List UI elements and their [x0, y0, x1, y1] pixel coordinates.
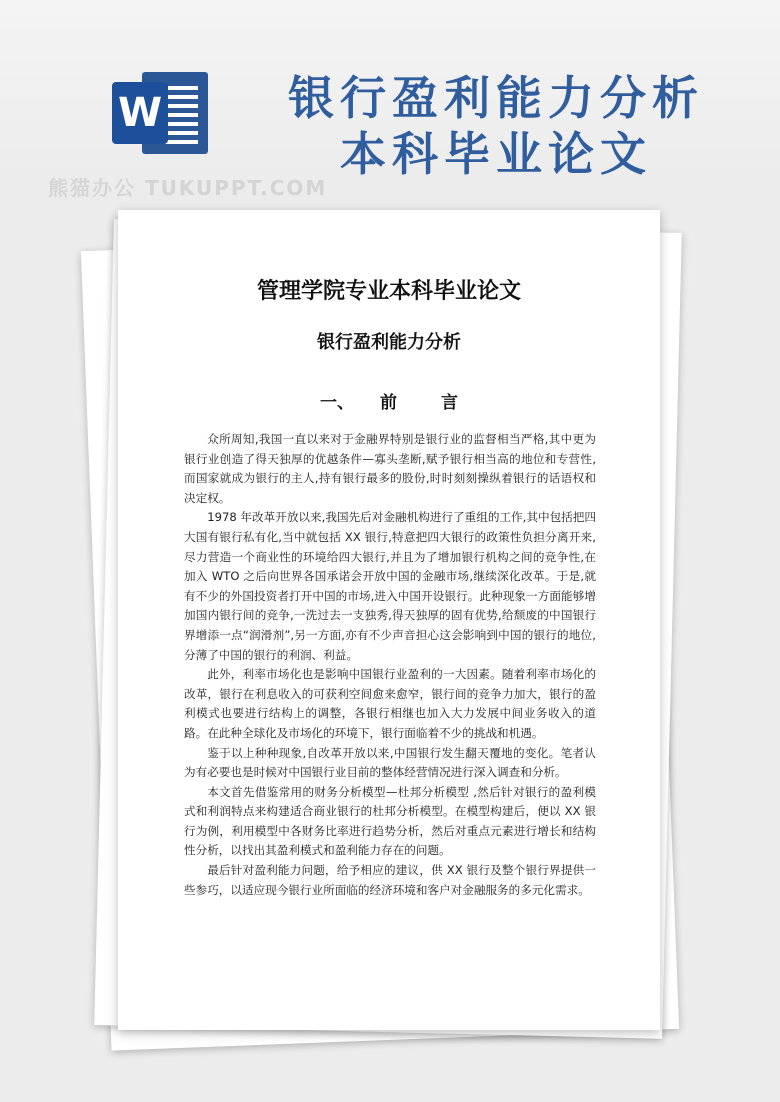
watermark: 熊猫办公 TUKUPPT.COM: [48, 176, 328, 200]
section-word-2: 言: [441, 393, 458, 413]
banner-title-line2: 本科毕业论文: [340, 127, 652, 181]
section-heading: [118, 388, 660, 413]
paragraph: 此外，利率市场化也是影响中国银行业盈利的一大因素。随着利率市场化的改革，银行在利息收入的可获利空间愈来愈窄，银行间的竞争力加大，银行的盈利模式也要进行结构上的调整，各银行相继也加入大力发展中间业务收入的道路。在此种全球化及市场化的环境下，银行面临着不少的挑战和机遇。: [184, 667, 596, 740]
banner-title-line1: 银行盈利能力分析: [288, 71, 704, 125]
banner: [0, 0, 780, 200]
paragraph: 鉴于以上种种现象,自改革开放以来,中国银行发生翻天覆地的变化。笔者认为有必要也是时候对中国银行业目前的整体经营情况进行深入调查和分析。: [184, 745, 596, 780]
document-title: 管理学院专业本科毕业论文: [256, 279, 521, 304]
word-letter: W: [112, 82, 168, 144]
word-doc-lines: [164, 86, 198, 149]
word-icon: [112, 68, 210, 158]
section-number: 一、: [320, 393, 354, 413]
document-body: [184, 430, 596, 900]
paragraph: 1978 年改革开放以来,我国先后对金融机构进行了重组的工作,其中包括把四大国有银行私有化,当中就包括 XX 银行,特意把四大银行的政策性负担分离开来,尽力营造一个商业性的环境给四大银行,并且为了增加银行机构之间的竞争性,在加入 WTO 之后向世界各国承诺会开放中国的金融市场,继续深化改革。于是,就有不少的外国投资者打开中国的市场,进入中国开设银行。此种现象一方面能够增加国内银行间的竞争,一洗过去一支独秀,得天独厚的固有优势,给颓废的中国银行界增添一点“润滑剂”,另一方面,亦有不少声音担心这会影响到中国的银行的地位,分薄了中国的银行的利润、利益。: [184, 510, 596, 662]
paragraph: 本文首先借鉴常用的财务分析模型—杜邦分析模型 ,然后针对银行的盈利模式和利润特点来构建适合商业银行的杜邦分析模型。在模型构建后，便以 XX 银行为例，利用模型中各财务比率进行趋势分析，然后对重点元素进行增长和结构性分析，以找出其盈利模式和盈利能力存在的问题。: [184, 784, 596, 858]
paragraph: 最后针对盈利能力问题，给予相应的建议，供 XX 银行及整个银行界提供一些参巧，以适应现今银行业所面临的经济环境和客户对金融服务的多元化需求。: [184, 863, 596, 897]
paragraph: 众所周知,我国一直以来对于金融界特别是银行业的监督相当严格,其中更为银行业创造了得天独厚的优越条件—寡头垄断,赋予银行相当高的地位和专营性,而国家就成为银行的主人,持有银行最多的股份,时时刻刻操纵着银行的话语权和决定权。: [184, 432, 596, 505]
document-subtitle: 银行盈利能力分析: [317, 332, 461, 353]
section-word-1: 前: [380, 393, 397, 413]
document-page: [118, 210, 660, 1030]
